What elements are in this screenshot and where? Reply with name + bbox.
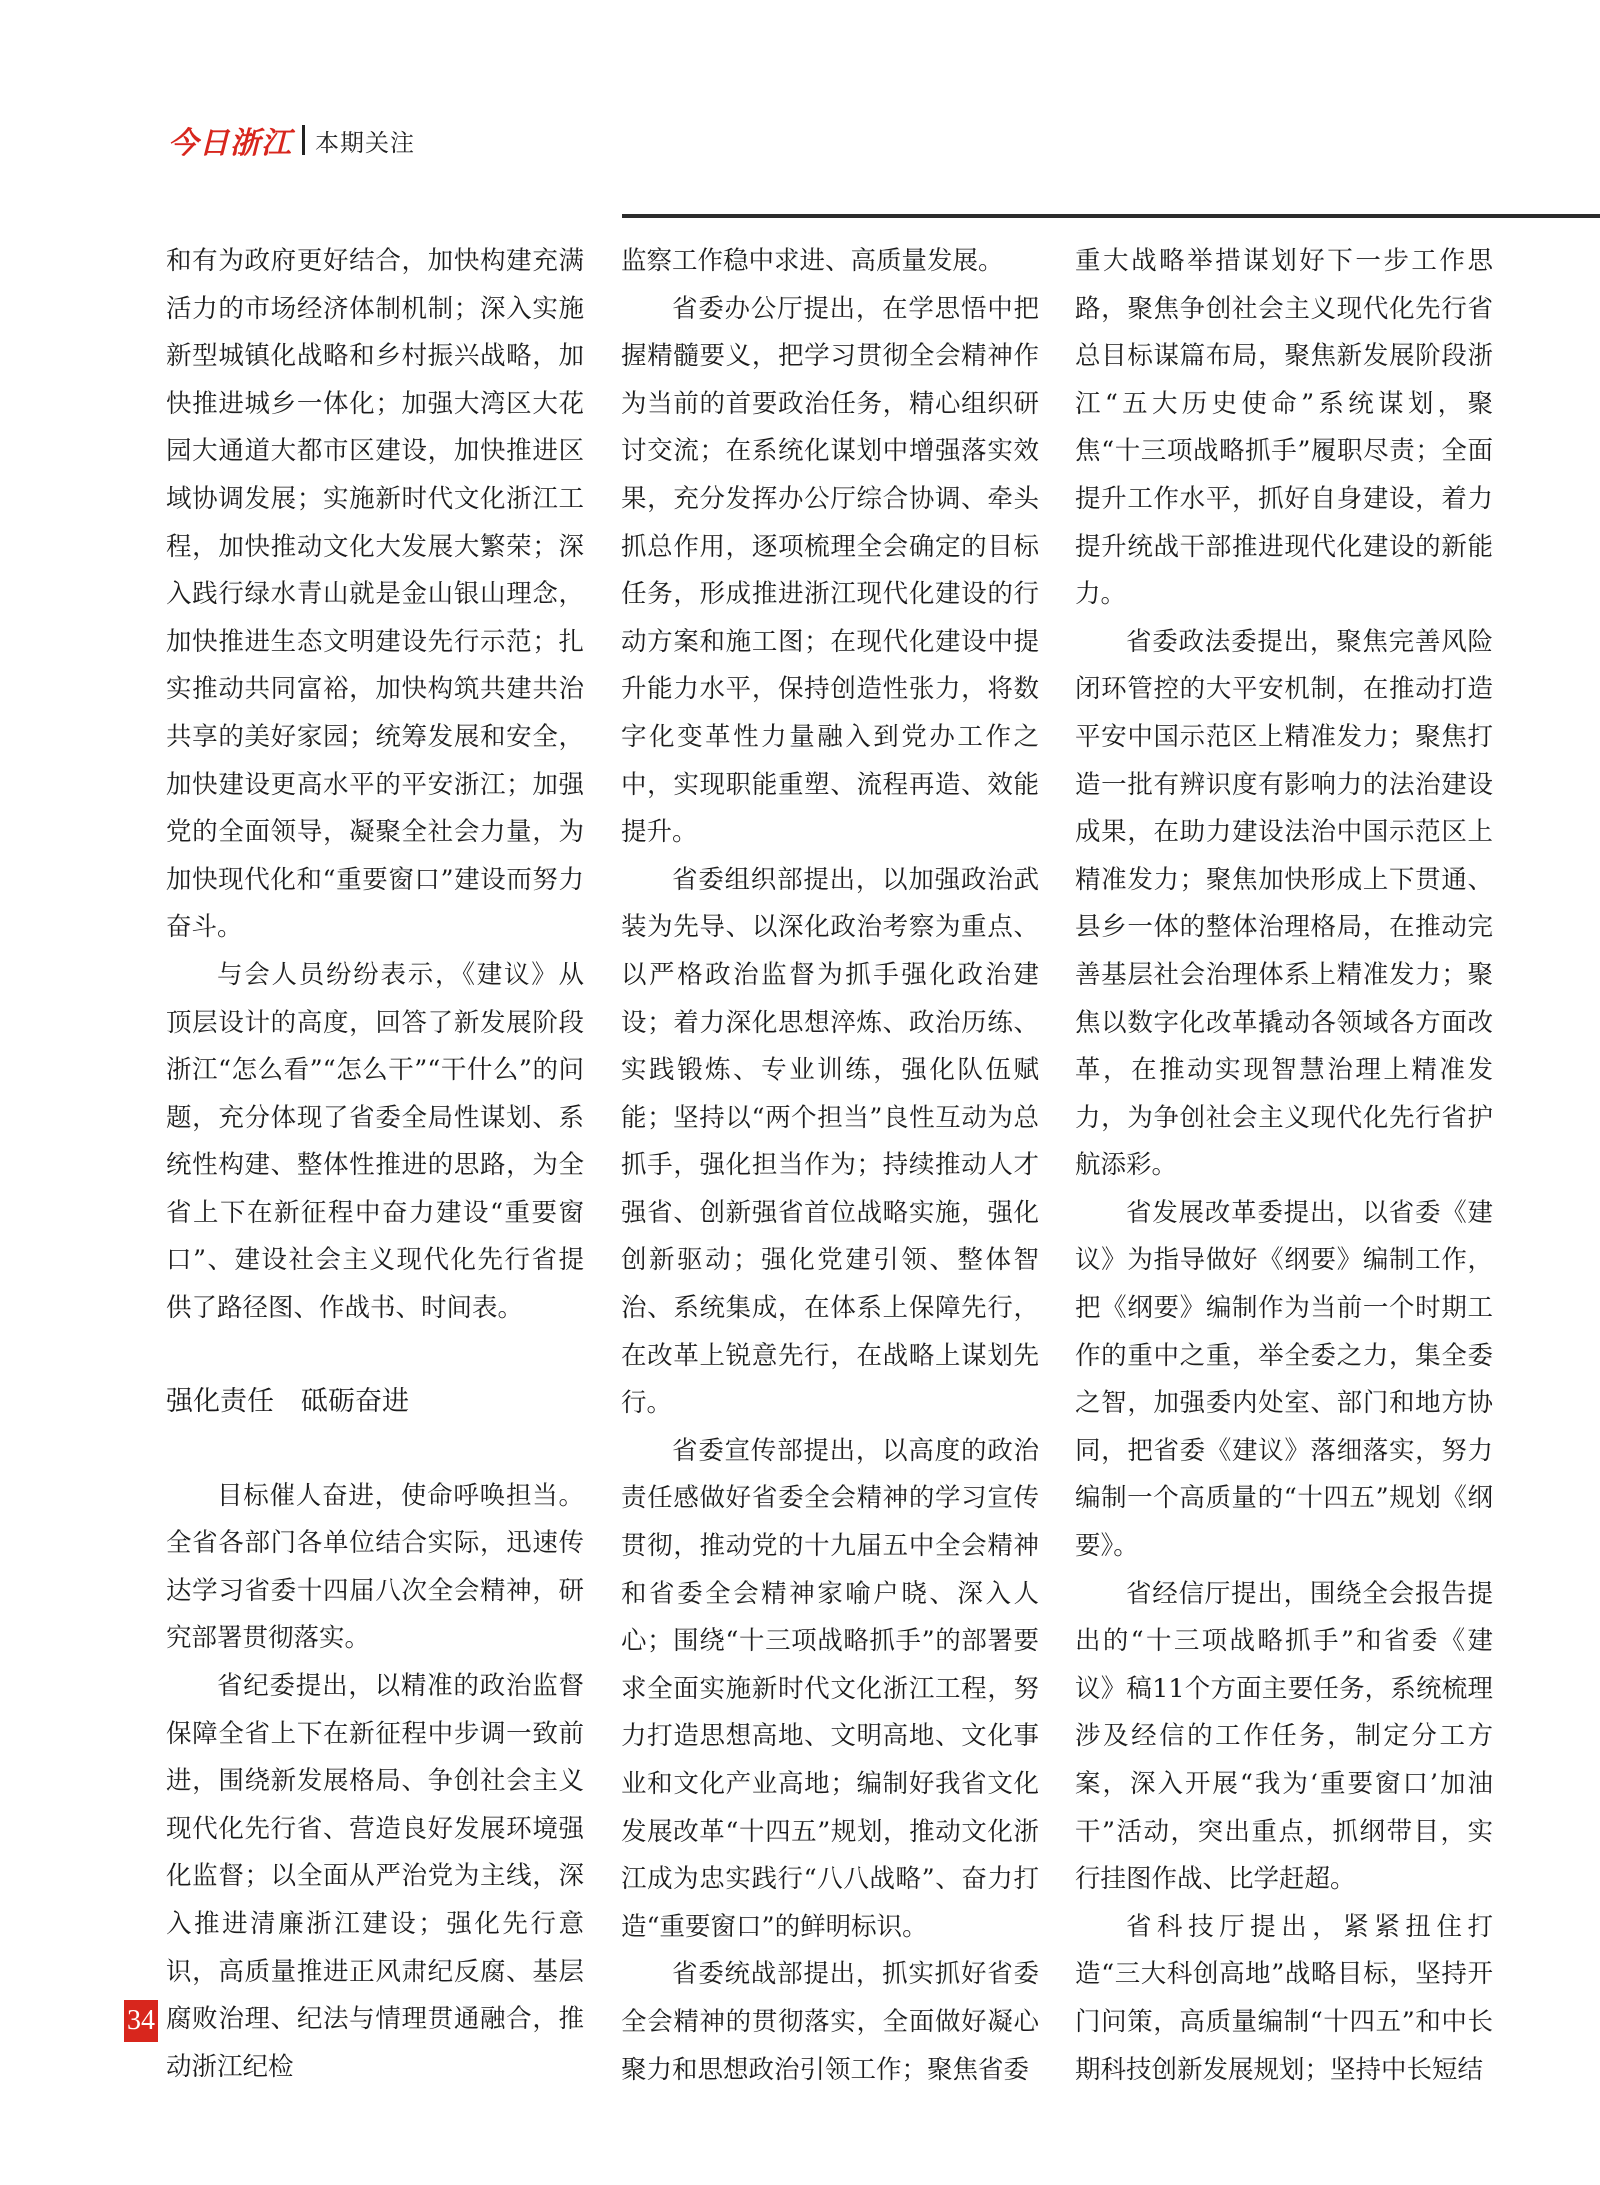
- paragraph: 省发展改革委提出，以省委《建议》为指导做好《纲要》编制工作，把《纲要》编制作为当前一个时期工作的重中之重，举全委之力，集全委之智，加强委内处室、部门和地方协同，把省委《建议》落细落实，努力编制一个高质量的“十四五”规划《纲要》。: [1075, 1197, 1493, 1562]
- section-subheading: 强化责任 砥砺奋进: [166, 1385, 409, 1417]
- article-column-3: [1075, 238, 1493, 2094]
- header-divider: [302, 125, 305, 155]
- article-column-2: [621, 238, 1039, 2094]
- paragraph: 重大战略举措谋划好下一步工作思路，聚焦争创社会主义现代化先行省总目标谋篇布局，聚焦新发展阶段浙江“五大历史使命”系统谋划，聚焦“十三项战略抓手”履职尽责；全面提升工作水平，抓好自身建设，着力提升统战干部推进现代化建设的新能力。: [1075, 246, 1493, 610]
- paragraph: 与会人员纷纷表示，《建议》从顶层设计的高度，回答了新发展阶段浙江“怎么看”“怎么干”“干什么”的问题，充分体现了省委全局性谋划、系统性构建、整体性推进的思路，为全省上下在新征程中奋力建设“重要窗口”、建设社会主义现代化先行省提供了路径图、作战书、时间表。: [166, 959, 584, 1324]
- paragraph: 省委统战部提出，抓实抓好省委全会精神的贯彻落实，全面做好凝心聚力和思想政治引领工作；聚焦省委: [621, 1959, 1039, 2085]
- paragraph: 和有为政府更好结合，加快构建充满活力的市场经济体制机制；深入实施新型城镇化战略和乡村振兴战略，加快推进城乡一体化；加强大湾区大花园大通道大都市区建设，加快推进区域协调发展；实施新时代文化浙江工程，加快推动文化大发展大繁荣；深入践行绿水青山就是金山银山理念，加快推进生态文明建设先行示范；扎实推动共同富裕，加快构筑共建共治共享的美好家园；统筹发展和安全，加快建设更高水平的平安浙江；加强党的全面领导，凝聚全社会力量，为加快现代化和“重要窗口”建设而努力奋斗。: [166, 246, 584, 943]
- paragraph: 目标催人奋进，使命呼唤担当。全省各部门各单位结合实际，迅速传达学习省委十四届八次全会精神，研究部署贯彻落实。: [166, 1480, 584, 1654]
- paragraph: 省纪委提出，以精准的政治监督保障全省上下在新征程中步调一致前进，围绕新发展格局、争创社会主义现代化先行省、营造良好发展环境强化监督；以全面从严治党为主线，深入推进清廉浙江建设；强化先行意识，高质量推进正风肃纪反腐、基层腐败治理、纪法与情理贯通融合，推动浙江纪检: [166, 1671, 584, 2082]
- section-title: 本期关注: [315, 128, 415, 157]
- magazine-logo: 今日浙江: [168, 126, 292, 161]
- paragraph: 省经信厅提出，围绕全会报告提出的“十三项战略抓手”和省委《建议》稿11个方面主要任务，系统梳理涉及经信的工作任务，制定分工方案，深入开展“我为‘重要窗口’加油干”活动，突出重点，抓纲带目，实行挂图作战、比学赶超。: [1075, 1578, 1493, 1895]
- top-rule: [622, 214, 1600, 218]
- paragraph: 省委政法委提出，聚焦完善风险闭环管控的大平安机制，在推动打造平安中国示范区上精准发力；聚焦打造一批有辨识度有影响力的法治建设成果，在助力建设法治中国示范区上精准发力；聚焦加快形成上下贯通、县乡一体的整体治理格局，在推动完善基层社会治理体系上精准发力；聚焦以数字化改革撬动各领域各方面改革，在推动实现智慧治理上精准发力，为争创社会主义现代化先行省护航添彩。: [1075, 626, 1493, 1181]
- paragraph: 省科技厅提出，紧紧扭住打造“三大科创高地”战略目标，坚持开门问策，高质量编制“十四五”和中长期科技创新发展规划；坚持中长短结: [1075, 1911, 1493, 2085]
- article-column-1: [166, 238, 584, 2091]
- paragraph: 省委办公厅提出，在学思悟中把握精髓要义，把学习贯彻全会精神作为当前的首要政治任务，精心组织研讨交流；在系统化谋划中增强落实效果，充分发挥办公厅综合协调、牵头抓总作用，逐项梳理全会确定的目标任务，形成推进浙江现代化建设的行动方案和施工图；在现代化建设中提升能力水平，保持创造性张力，将数字化变革性力量融入到党办工作之中，实现职能重塑、流程再造、效能提升。: [621, 293, 1039, 848]
- paragraph: 省委宣传部提出，以高度的政治责任感做好省委全会精神的学习宣传贯彻，推动党的十九届五中全会精神和省委全会精神家喻户晓、深入人心；围绕“十三项战略抓手”的部署要求全面实施新时代文化浙江工程，努力打造思想高地、文明高地、文化事业和文化产业高地；编制好我省文化发展改革“十四五”规划，推动文化浙江成为忠实践行“八八战略”、奋力打造“重要窗口”的鲜明标识。: [621, 1435, 1039, 1942]
- paragraph: 监察工作稳中求进、高质量发展。: [621, 246, 1004, 276]
- page-header: [168, 118, 415, 162]
- page-number: 34: [124, 2000, 158, 2042]
- paragraph: 省委组织部提出，以加强政治武装为先导、以深化政治考察为重点、以严格政治监督为抓手强化政治建设；着力深化思想淬炼、政治历练、实践锻炼、专业训练，强化队伍赋能；坚持以“两个担当”良性互动为总抓手，强化担当作为；持续推动人才强省、创新强省首位战略实施，强化创新驱动；强化党建引领、整体智治、系统集成，在体系上保障先行，在改革上锐意先行，在战略上谋划先行。: [621, 864, 1039, 1419]
